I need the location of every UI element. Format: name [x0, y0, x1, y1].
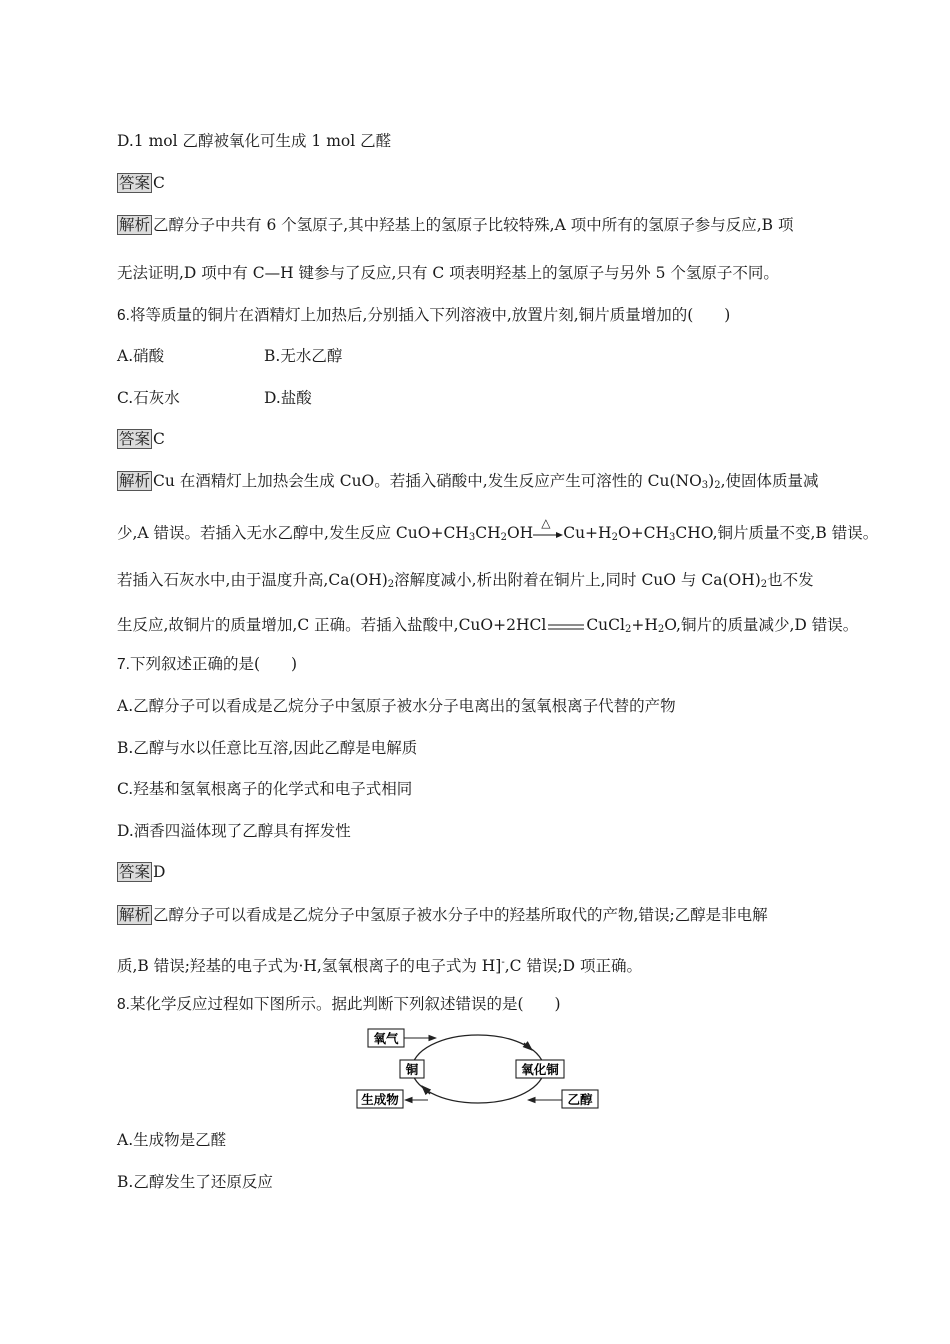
q6-option-d: D.盐酸 [264, 389, 312, 407]
analysis-tag: 解析 [119, 472, 151, 490]
question-number: 6. [117, 307, 130, 324]
analysis-text: O+CH [617, 524, 670, 542]
q5-option-d: D.1 mol 乙醇被氧化可生成 1 mol 乙醛 [117, 132, 392, 150]
subscript: 2 [714, 480, 721, 491]
q7-answer-row [117, 862, 165, 882]
cycle-arrow-top [524, 1043, 532, 1050]
subscript: 3 [701, 480, 709, 491]
analysis-text: Cu+H [563, 524, 612, 542]
subscript: 2 [500, 532, 507, 543]
subscript: 2 [760, 579, 768, 590]
analysis-text: 乙醇分子可以看成是乙烷分子中氢原子被水分子中的羟基所取代的产物,错误;乙醇是非电解 [153, 906, 768, 924]
answer-tag: 答案 [119, 430, 151, 448]
q6-answer-row [117, 429, 165, 449]
analysis-text: 也不发 [767, 571, 814, 589]
analysis-text: 乙醇分子中共有 6 个氢原子,其中羟基上的氢原子比较特殊,A 项中所有的氢原子参与反应,B 项 [153, 216, 794, 234]
q6-analysis-line2 [117, 516, 879, 548]
analysis-text: 若插入石灰水中,由于温度升高,Ca(OH) [117, 571, 388, 589]
q7-option-a: A.乙醇分子可以看成是乙烷分子中氢原子被水分子电离出的氢氧根离子代替的产物 [117, 697, 676, 715]
superscript: - [501, 957, 505, 968]
ethanol-label: 乙醇 [567, 1092, 593, 1107]
q8-option-a: A.生成物是乙醛 [117, 1131, 227, 1149]
q7-analysis-line2 [117, 953, 642, 976]
subscript: 3 [669, 532, 676, 543]
delta-label: △ [541, 516, 551, 530]
q7-option-c: C.羟基和氢氧根离子的化学式和电子式相同 [117, 780, 413, 798]
subscript: 2 [611, 532, 618, 543]
question-text: 将等质量的铜片在酒精灯上加热后,分别插入下列溶液中,放置片刻,铜片质量增加的( ) [129, 306, 731, 324]
question-number: 7. [117, 656, 130, 673]
q5-analysis-line2: 无法证明,D 项中有 C—H 键参与了反应,只有 C 项表明羟基上的氢原子与另外 5 个氢原子不同。 [117, 264, 779, 282]
analysis-text: CuCl [586, 616, 625, 634]
subscript: 2 [657, 624, 665, 635]
analysis-text: ) [708, 472, 715, 490]
q8-stem [117, 994, 561, 1015]
copper-label: 铜 [405, 1062, 419, 1077]
answer-tag: 答案 [119, 863, 151, 881]
analysis-tag: 解析 [119, 906, 151, 924]
equals-sign-icon [546, 616, 586, 636]
q7-analysis-line1 [117, 905, 768, 925]
analysis-tag: 解析 [119, 216, 151, 234]
q6-option-b: B.无水乙醇 [264, 347, 343, 365]
analysis-text: 溶解度减小,析出附着在铜片上,同时 CuO 与 Ca(OH) [394, 571, 761, 589]
q7-stem [117, 654, 297, 675]
q7-option-b: B.乙醇与水以任意比互溶,因此乙醇是电解质 [117, 739, 418, 757]
analysis-text: 少,A 错误。若插入无水乙醇中,发生反应 CuO+CH [117, 524, 469, 542]
q6-option-c: C.石灰水 [117, 389, 180, 407]
q6-analysis-line3 [117, 570, 814, 595]
analysis-text: ,使固体质量减 [720, 472, 819, 490]
q6-options-row1 [117, 346, 517, 366]
product-label: 生成物 [361, 1092, 399, 1107]
q8-option-b: B.乙醇发生了还原反应 [117, 1173, 273, 1191]
question-number: 8. [117, 996, 130, 1013]
analysis-text: Cu 在酒精灯上加热会生成 CuO。若插入硝酸中,发生反应产生可溶性的 Cu(NO [153, 472, 702, 490]
copper-oxide-label: 氧化铜 [521, 1062, 559, 1077]
analysis-text: ,C 错误;D 项正确。 [504, 957, 643, 975]
analysis-text: 质,B 错误;羟基的电子式为·H,氢氧根离子的电子式为 H] [117, 957, 502, 975]
analysis-text: 生反应,故铜片的质量增加,C 正确。若插入盐酸中,CuO+2HCl [117, 616, 547, 634]
q6-stem [117, 305, 730, 326]
analysis-text: +H [631, 616, 658, 634]
analysis-text: CHO,铜片质量不变,B 错误。 [675, 524, 879, 542]
analysis-text: O,铜片的质量减少,D 错误。 [664, 616, 859, 634]
question-text: 下列叙述正确的是( ) [129, 655, 298, 673]
q6-option-a: A.硝酸 [117, 347, 165, 365]
subscript: 2 [387, 579, 395, 590]
cycle-arrow-bottom [422, 1086, 430, 1094]
q6-analysis-line4 [117, 615, 858, 640]
q5-answer-row [117, 173, 165, 193]
answer-value: C [153, 174, 165, 192]
oxygen-label: 氧气 [373, 1031, 399, 1046]
answer-value: C [153, 430, 165, 448]
analysis-text: OH [506, 524, 534, 542]
subscript: 2 [624, 624, 632, 635]
analysis-text: CH [475, 524, 501, 542]
question-text: 某化学反应过程如下图所示。据此判断下列叙述错误的是( ) [129, 995, 561, 1013]
subscript: 3 [468, 532, 476, 543]
q6-analysis-line1 [117, 471, 819, 496]
q6-options-row2 [117, 388, 517, 408]
heating-arrow-icon [533, 516, 563, 541]
answer-value: D [153, 863, 166, 881]
q5-analysis-line1 [117, 215, 793, 235]
answer-tag: 答案 [119, 174, 151, 192]
q7-option-d: D.酒香四溢体现了乙醇具有挥发性 [117, 822, 351, 840]
reaction-cycle-diagram [356, 1028, 600, 1112]
